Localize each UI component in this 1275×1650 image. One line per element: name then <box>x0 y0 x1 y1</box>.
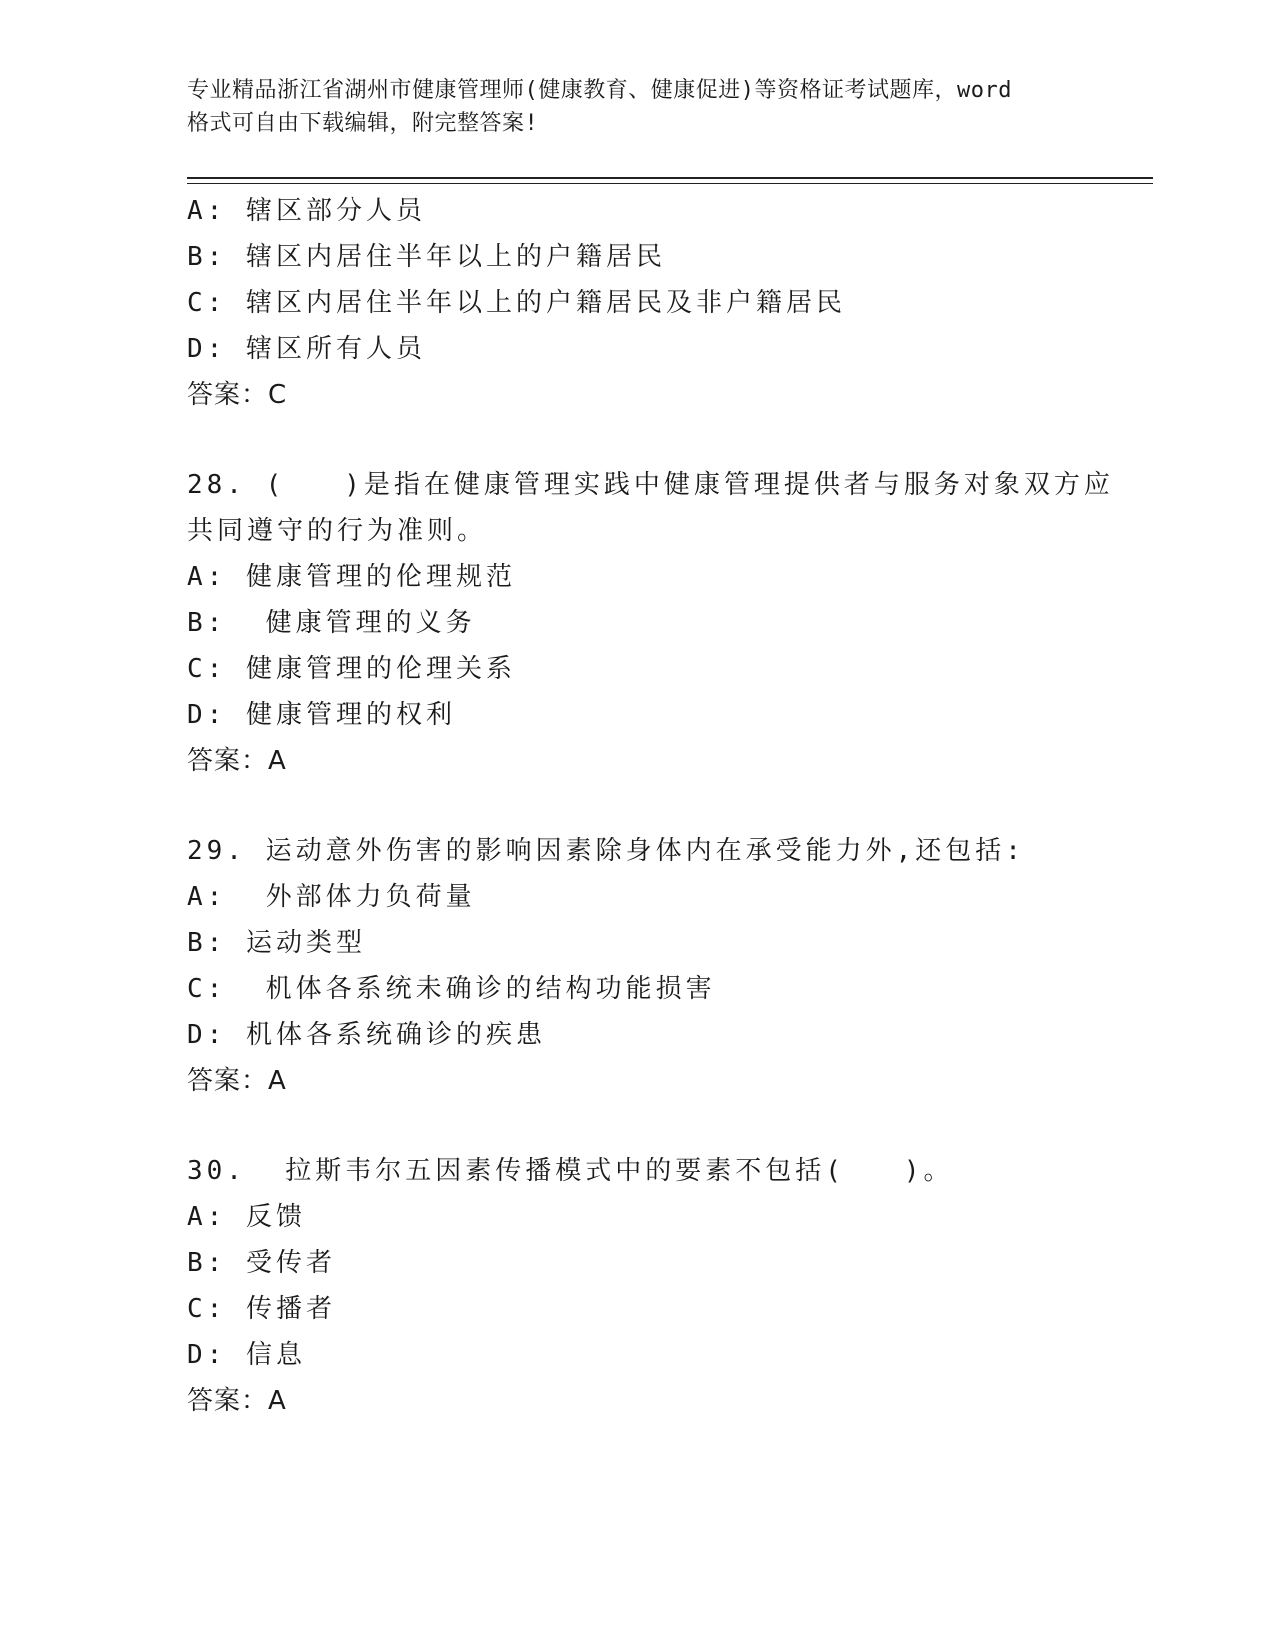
question-stem-line-2: 共同遵守的行为准则。 <box>187 516 488 546</box>
question-stem-line-1: 29. 运动意外伤害的影响因素除身体内在承受能力外,还包括: <box>187 836 1025 866</box>
option-c: C: 辖区内居住半年以上的户籍居民及非户籍居民 <box>187 288 846 318</box>
option-b: B: 受传者 <box>187 1248 336 1278</box>
option-b: B: 健康管理的义务 <box>187 608 476 638</box>
header-line-1: 专业精品浙江省湖州市健康管理师(健康教育、健康促进)等资格证考试题库，word <box>187 78 1012 103</box>
question-30 <box>187 1148 1087 1424</box>
option-d: D: 机体各系统确诊的疾患 <box>187 1020 546 1050</box>
option-d: D: 健康管理的权利 <box>187 700 456 730</box>
option-b: B: 辖区内居住半年以上的户籍居民 <box>187 242 666 272</box>
question-27 <box>187 188 1087 418</box>
option-c: C: 传播者 <box>187 1294 336 1324</box>
option-a: A: 外部体力负荷量 <box>187 882 476 912</box>
question-stem-line-1: 30. 拉斯韦尔五因素传播模式中的要素不包括( )。 <box>187 1156 954 1186</box>
option-a: A: 辖区部分人员 <box>187 196 426 226</box>
answer: 答案：A <box>187 746 287 776</box>
option-b: B: 运动类型 <box>187 928 366 958</box>
page-header <box>187 74 1107 140</box>
option-d: D: 信息 <box>187 1340 306 1370</box>
answer: 答案：A <box>187 1386 287 1416</box>
header-rule-thin <box>187 183 1153 184</box>
option-a: A: 健康管理的伦理规范 <box>187 562 516 592</box>
option-d: D: 辖区所有人员 <box>187 334 426 364</box>
option-c: C: 健康管理的伦理关系 <box>187 654 516 684</box>
question-stem-line-1: 28. ( )是指在健康管理实践中健康管理提供者与服务对象双方应 <box>187 470 1114 500</box>
header-line-2: 格式可自由下载编辑，附完整答案! <box>187 111 539 136</box>
option-a: A: 反馈 <box>187 1202 306 1232</box>
header-rule-thick <box>187 177 1153 179</box>
answer: 答案：C <box>187 380 288 410</box>
answer: 答案：A <box>187 1066 287 1096</box>
option-c: C: 机体各系统未确诊的结构功能损害 <box>187 974 716 1004</box>
question-content <box>187 188 1114 1424</box>
question-29 <box>187 828 1087 1104</box>
question-28 <box>187 462 1114 784</box>
